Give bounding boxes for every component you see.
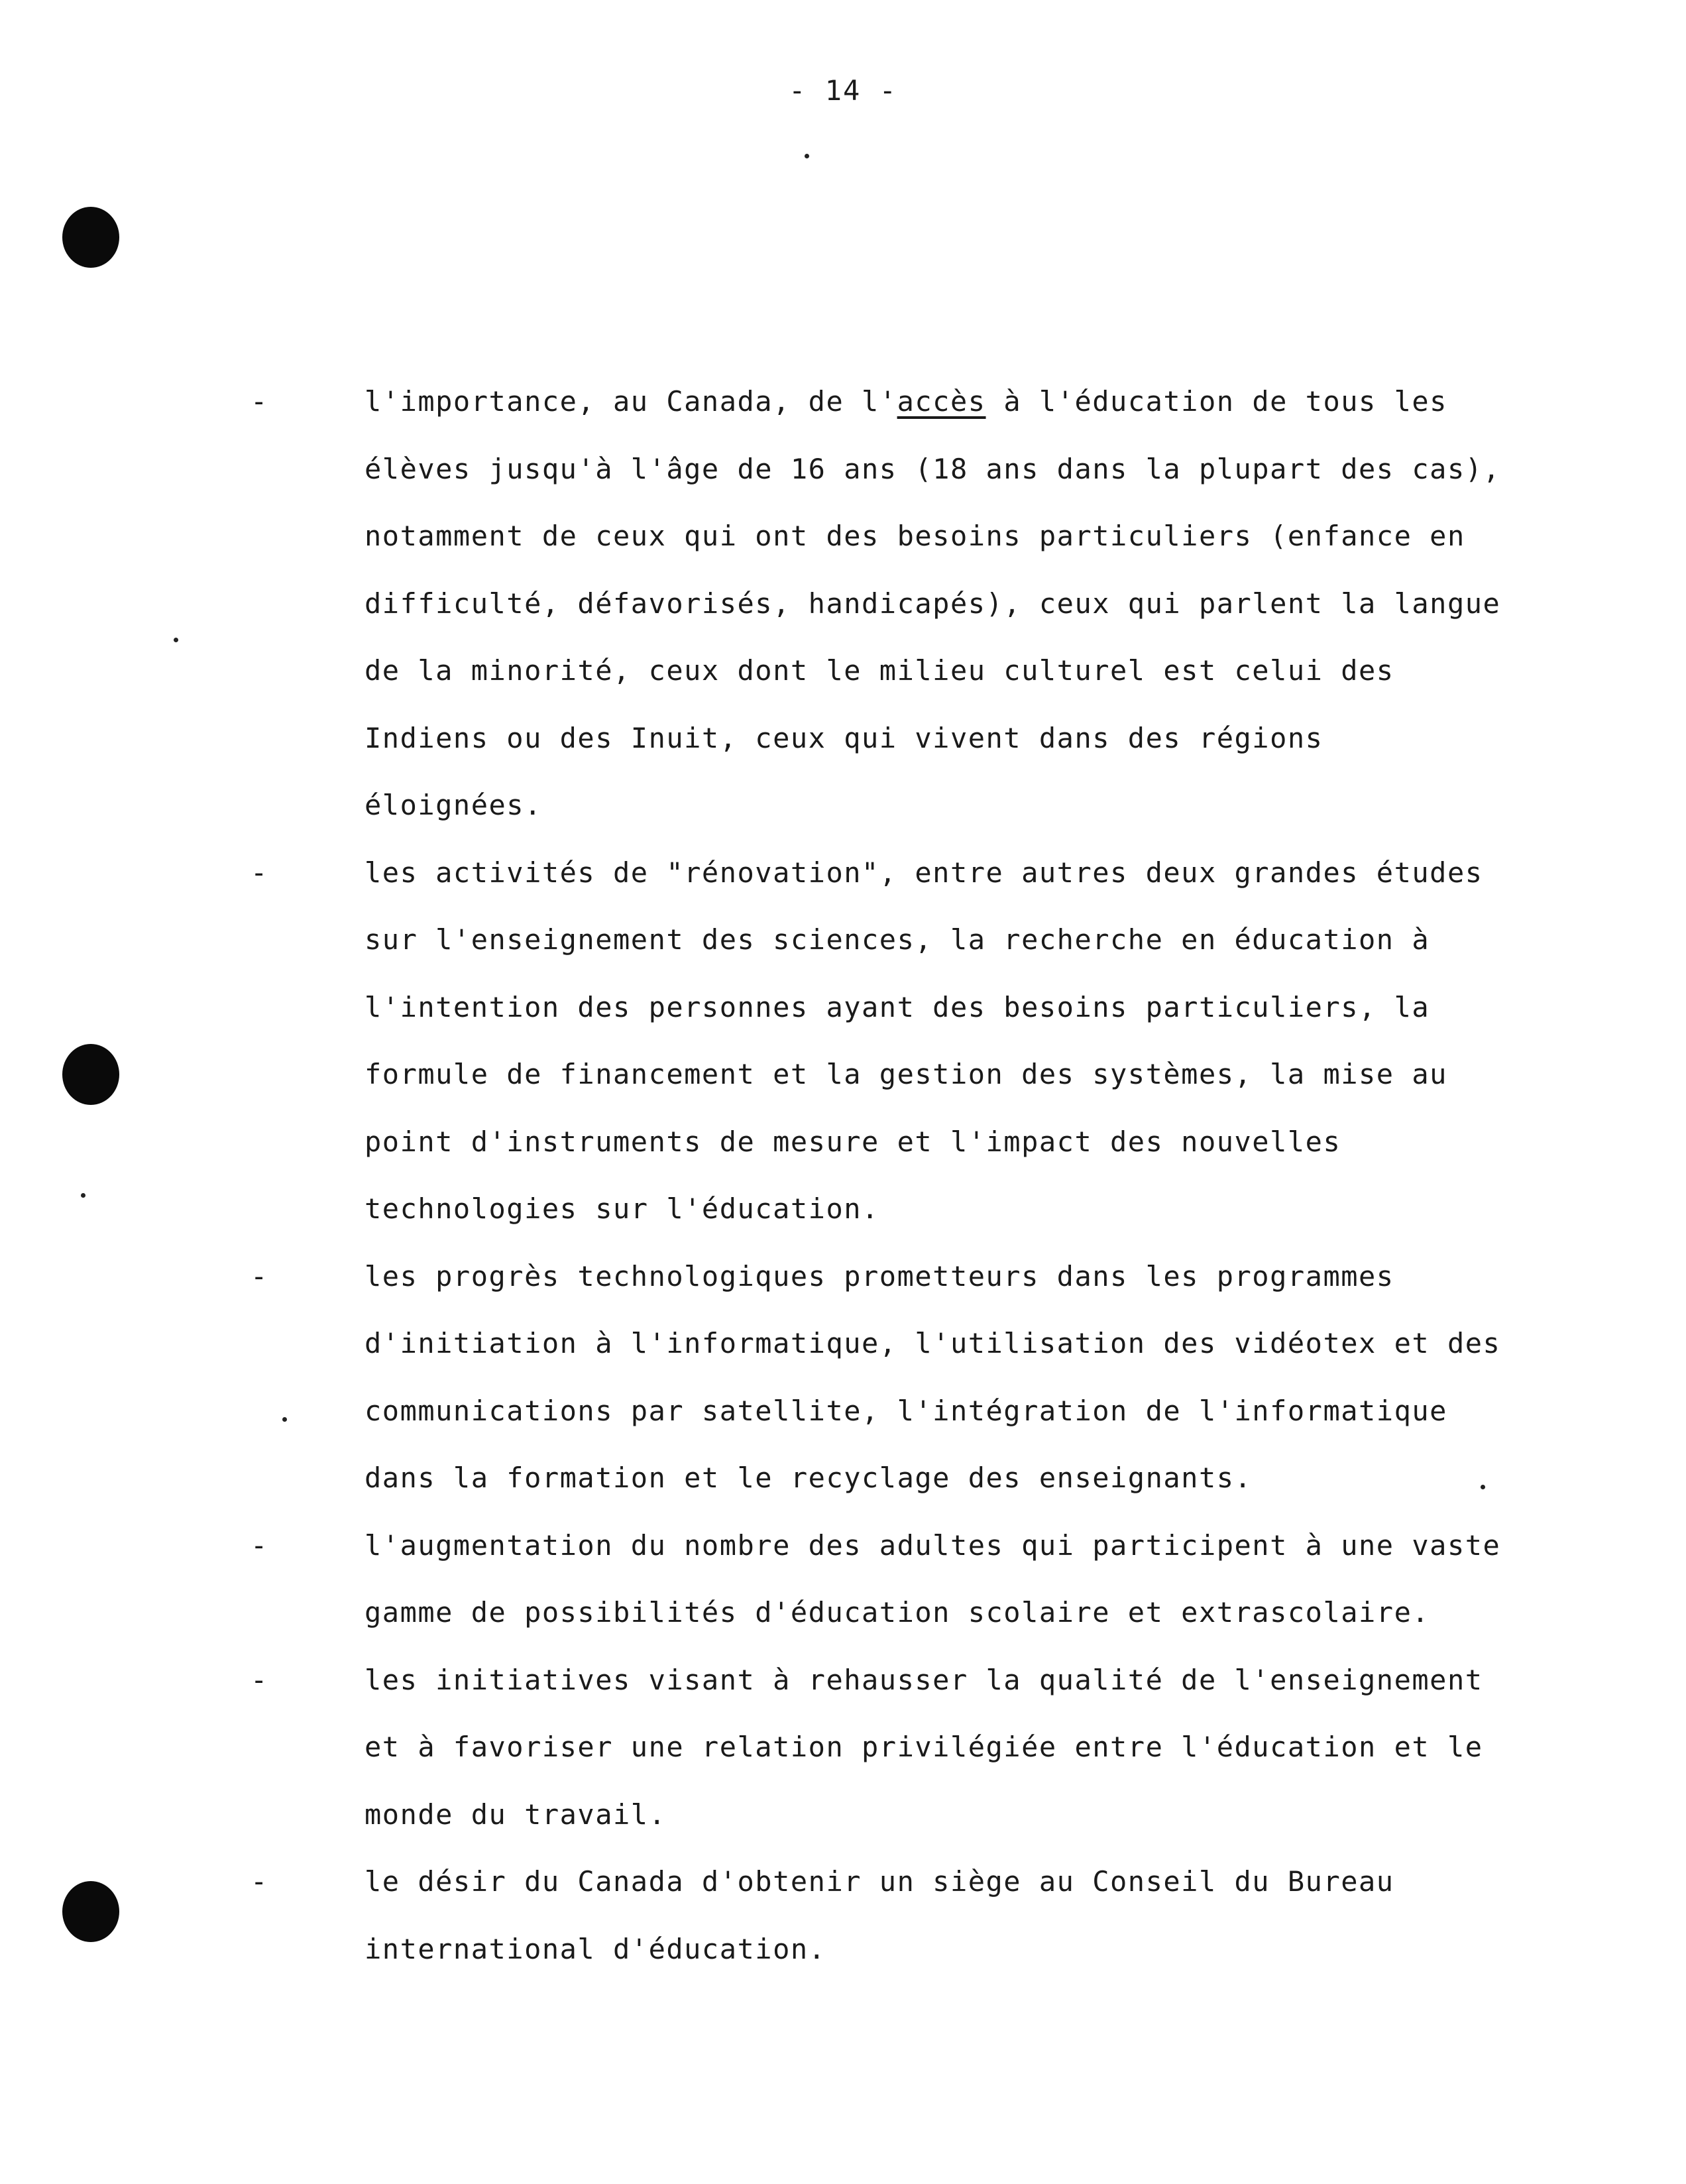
bullet-text: les progrès technologiques prometteurs dans les programmes d'initiation à l'informatique, l'utilisation des vidéotex et des communications par satellite, l'intégration de l'informatique dans la formation et le recyclage des enseignants. (365, 1259, 1519, 1494)
bullet-text: le désir du Canada d'obtenir un siège au Conseil du Bureau international d'éducation. (365, 1865, 1412, 1965)
list-item (0, 1243, 1518, 1512)
bullet-text (365, 368, 1518, 839)
bullet-dash: - (251, 856, 268, 889)
bullet-dash: - (251, 1865, 268, 1898)
page-number: - 14 - (789, 74, 897, 107)
list-item (0, 1646, 1518, 1849)
list-item (0, 1848, 1518, 1983)
bullet-text-end: à l'éducation de tous les élèves jusqu'à l'âge de 16 ans (18 ans dans la plupart des cas), notamment de ceux qui ont des besoins particuliers (enfance en difficulté, défavorisés, handicapés), ceux qui parlent la langue de la minorité, ceux dont le milieu culturel est celui des Indiens ou des Inuit, ceux qui vivent dans des régions éloignées. (365, 385, 1519, 821)
bullet-text: les activités de "rénovation", entre autres deux grandes études sur l'enseignement des sciences, la recherche en éducation à l'intention des personnes ayant des besoins particuliers, la formule de financement et la gestion des systèmes, la mise au point d'instruments de mesure et l'impact des nouvelles technologies sur l'éducation. (365, 856, 1501, 1225)
bullet-text: l'augmentation du nombre des adultes qui participent à une vaste gamme de possibilités d'éducation scolaire et extrascolaire. (365, 1528, 1519, 1629)
list-item (0, 839, 1518, 1243)
punch-hole-top (62, 207, 119, 268)
bullet-dash: - (251, 1663, 268, 1696)
bullet-text: les initiatives visant à rehausser la qualité de l'enseignement et à favoriser une relation privilégiée entre l'éducation et le monde du travail. (365, 1663, 1501, 1831)
underlined-word: accès (897, 385, 986, 418)
bullet-dash: - (251, 1259, 268, 1293)
bullet-text-start: l'importance, au Canada, de l' (365, 385, 897, 418)
list-item (0, 1512, 1518, 1646)
bullet-dash: - (251, 1528, 268, 1562)
list-item (0, 368, 1518, 839)
bullet-dash: - (251, 385, 268, 418)
scan-speck (805, 154, 809, 158)
bullet-list (0, 368, 1686, 1983)
